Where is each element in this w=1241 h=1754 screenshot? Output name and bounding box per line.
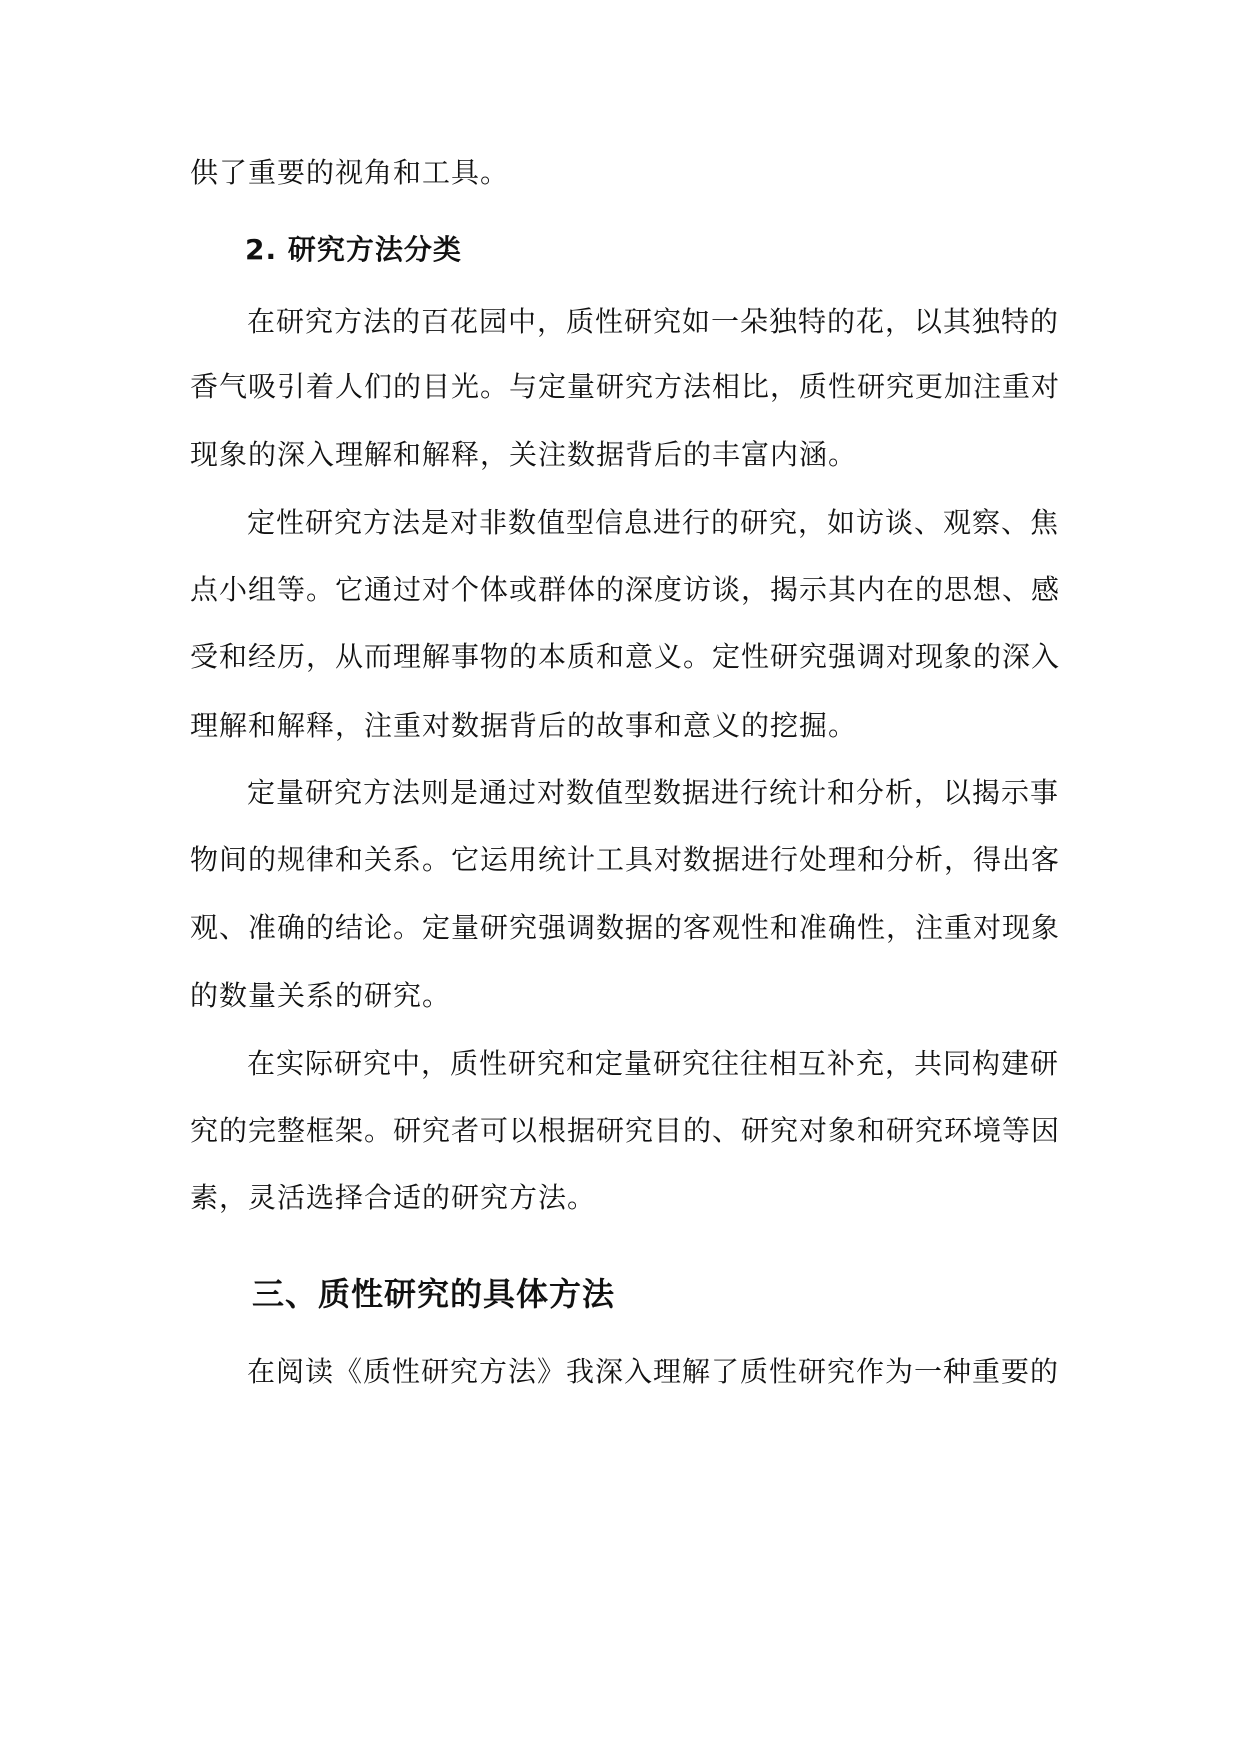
paragraph-1-line-3: 现象的深入理解和解释，关注数据背后的丰富内涵。	[190, 438, 858, 471]
continuation-line: 供了重要的视角和工具。	[190, 156, 510, 189]
paragraph-2-line-2: 点小组等。它通过对个体或群体的深度访谈，揭示其内在的思想、感	[190, 573, 1061, 606]
paragraph-1-line-2: 香气吸引着人们的目光。与定量研究方法相比，质性研究更加注重对	[190, 370, 1061, 403]
paragraph-2-line-3: 受和经历，从而理解事物的本质和意义。定性研究强调对现象的深入	[190, 640, 1061, 673]
section-heading-qualitative-methods: 三、质性研究的具体方法	[252, 1275, 616, 1313]
paragraph-3-line-2: 物间的规律和关系。它运用统计工具对数据进行处理和分析，得出客	[190, 843, 1061, 876]
paragraph-3-line-4: 的数量关系的研究。	[190, 979, 452, 1012]
paragraph-2-line-4: 理解和解释，注重对数据背后的故事和意义的挖掘。	[190, 709, 858, 742]
paragraph-3-line-3: 观、准确的结论。定量研究强调数据的客观性和准确性，注重对现象	[190, 911, 1061, 944]
paragraph-2-line-1: 定性研究方法是对非数值型信息进行的研究，如访谈、观察、焦	[247, 506, 1060, 539]
paragraph-3-line-1: 定量研究方法则是通过对数值型数据进行统计和分析，以揭示事	[247, 776, 1060, 809]
paragraph-4-line-3: 素，灵活选择合适的研究方法。	[190, 1181, 597, 1214]
paragraph-4-line-1: 在实际研究中，质性研究和定量研究往往相互补充，共同构建研	[247, 1047, 1060, 1080]
paragraph-4-line-2: 究的完整框架。研究者可以根据研究目的、研究对象和研究环境等因	[190, 1114, 1061, 1147]
paragraph-1-line-1: 在研究方法的百花园中，质性研究如一朵独特的花，以其独特的	[247, 305, 1060, 338]
paragraph-5-line-1: 在阅读《质性研究方法》我深入理解了质性研究作为一种重要的	[247, 1355, 1060, 1388]
section-heading-research-method-types: 2. 研究方法分类	[245, 233, 462, 266]
